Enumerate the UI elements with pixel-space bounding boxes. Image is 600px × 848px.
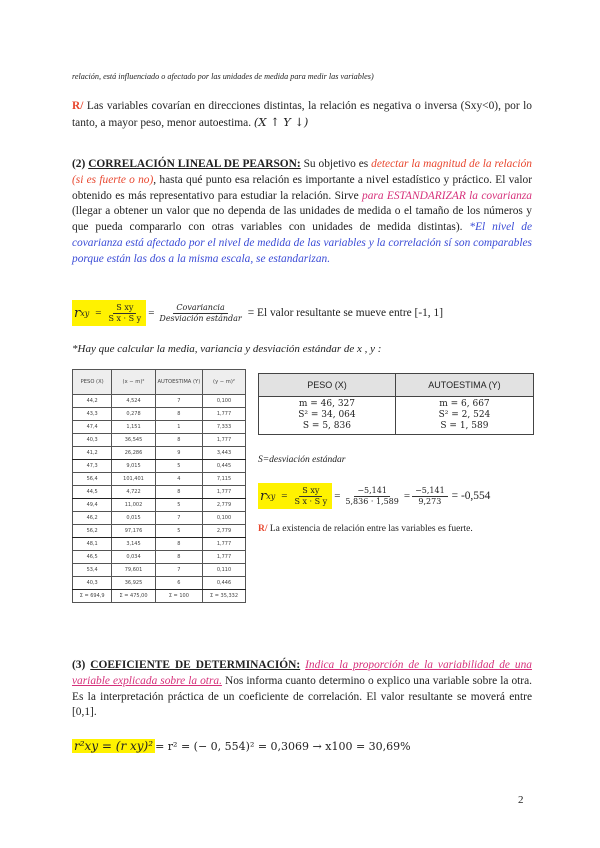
cell: 7,333 bbox=[203, 421, 246, 434]
stat-line: S² = 34, 064 bbox=[298, 410, 356, 420]
cell: 0,100 bbox=[203, 395, 246, 408]
column-header: PESO (X) bbox=[73, 370, 112, 395]
answer-prefix: R/ bbox=[72, 100, 84, 112]
cell: 47,3 bbox=[73, 460, 112, 473]
frac-den: 5,836 · 1,589 bbox=[345, 496, 399, 506]
answer-prefix: R/ bbox=[258, 524, 268, 534]
section-title: COEFICIENTE DE DETERMINACIÓN: bbox=[90, 659, 301, 671]
column-header: PESO (X) bbox=[259, 374, 396, 397]
table-row bbox=[73, 564, 246, 577]
cell: 97,176 bbox=[112, 525, 155, 538]
cell: Σ = 475,00 bbox=[112, 590, 155, 603]
formula-highlight: r²xy = (r xy)² bbox=[74, 739, 154, 753]
text: Su objetivo es bbox=[300, 158, 372, 170]
answer-text: Las variables covarían en direcciones distintas, la relación es negativa o inversa (Sxy<0), por lo tanto, a mayor peso, menor autoestima. bbox=[72, 100, 532, 129]
cell: 0,015 bbox=[112, 512, 155, 525]
text: Nos informa cuanto determino o explico una variable sobre la otra. Es la interpretación práctica de un coeficiente de correlación. El valor resultante se moverá entre [0,1]. bbox=[72, 674, 532, 719]
formula-highlight bbox=[72, 300, 146, 326]
frac-den: Desviación estándar bbox=[159, 313, 242, 323]
cell: 46,5 bbox=[73, 551, 112, 564]
cell: 0,445 bbox=[203, 460, 246, 473]
frac-den: 9,273 bbox=[418, 496, 442, 506]
cell: 6 bbox=[155, 577, 202, 590]
cell: 7 bbox=[155, 512, 202, 525]
column-header: AUTOESTIMA (Y) bbox=[395, 374, 533, 397]
cell: 0,278 bbox=[112, 408, 155, 421]
cell: 56,2 bbox=[73, 525, 112, 538]
cell: 44,2 bbox=[73, 395, 112, 408]
answer-paragraph-2 bbox=[258, 524, 534, 534]
stats-table bbox=[258, 373, 534, 435]
cell: 36,545 bbox=[112, 434, 155, 447]
page-number: 2 bbox=[518, 794, 524, 806]
stat-line: m = 46, 327 bbox=[298, 399, 356, 409]
formula-fraction bbox=[291, 486, 330, 507]
stat-line: S = 1, 589 bbox=[440, 421, 489, 431]
cell: 8 bbox=[155, 434, 202, 447]
table-row bbox=[73, 577, 246, 590]
table-row bbox=[73, 447, 246, 460]
cell: 44,5 bbox=[73, 486, 112, 499]
cell: 79,601 bbox=[112, 564, 155, 577]
determination-formula bbox=[72, 736, 411, 756]
cell: 46,2 bbox=[73, 512, 112, 525]
table-row bbox=[73, 512, 246, 525]
answer-math: (X ↑ Y ↓) bbox=[253, 114, 309, 129]
cell: 43,3 bbox=[73, 408, 112, 421]
table-row bbox=[73, 395, 246, 408]
table-row bbox=[73, 421, 246, 434]
frac-num: −5,141 bbox=[354, 486, 390, 497]
cell: 41,2 bbox=[73, 447, 112, 460]
cell: 8 bbox=[155, 408, 202, 421]
cell: 0,100 bbox=[203, 512, 246, 525]
table-row bbox=[73, 499, 246, 512]
formula-result: = -0,554 bbox=[451, 490, 491, 502]
frac-num: Covariancia bbox=[173, 303, 227, 314]
emphasis: detectar la magnitud de la relación (si es fuerte o no) bbox=[72, 158, 532, 186]
cell: Σ = 35,332 bbox=[203, 590, 246, 603]
cell: 8 bbox=[155, 551, 202, 564]
cell: 1,777 bbox=[203, 434, 246, 447]
cell: 4,524 bbox=[112, 395, 155, 408]
blue-note: *El nivel de covarianza está afectado por el nivel de medida de las variables y la correlación sí son comparables porque están las dos a la misma escala, se estandarizan. bbox=[72, 221, 532, 265]
column-header: (y − m)² bbox=[203, 370, 246, 395]
pearson-formula: r xy = $\frac{\text{S xy}}{\text{S x · S y}}$ = $\frac{\text{Covariancia}}{\text{Desviación estándar}}$ = El valor resultante se mueve entre [-1, 1] bbox=[72, 299, 443, 327]
formula-lhs-sub: xy bbox=[80, 308, 90, 318]
cell: 53,4 bbox=[73, 564, 112, 577]
cell: 36,925 bbox=[112, 577, 155, 590]
cell: 26,286 bbox=[112, 447, 155, 460]
cell: 7 bbox=[155, 395, 202, 408]
cell: 40,3 bbox=[73, 577, 112, 590]
cell: 4,722 bbox=[112, 486, 155, 499]
formula-fraction bbox=[342, 486, 401, 507]
cell: 0,110 bbox=[203, 564, 246, 577]
section-determination bbox=[72, 658, 532, 721]
s-note: S=desviación estándar bbox=[258, 455, 346, 465]
cell: 47,4 bbox=[73, 421, 112, 434]
answer-text: La existencia de relación entre las variables es fuerte. bbox=[267, 524, 473, 534]
cell: 7 bbox=[155, 564, 202, 577]
answer-paragraph-1 bbox=[72, 99, 532, 132]
stat-line: m = 6, 667 bbox=[439, 399, 490, 409]
cell: 48,1 bbox=[73, 538, 112, 551]
cell: 101,401 bbox=[112, 473, 155, 486]
formula-highlight bbox=[258, 483, 332, 509]
cell: 1,777 bbox=[203, 408, 246, 421]
table-row bbox=[73, 408, 246, 421]
cell: 11,002 bbox=[112, 499, 155, 512]
cell: 3,145 bbox=[112, 538, 155, 551]
note-media: *Hay que calcular la media, variancia y desviación estándar de x , y : bbox=[72, 343, 382, 355]
cell: 49,4 bbox=[73, 499, 112, 512]
cell: Σ = 694,9 bbox=[73, 590, 112, 603]
cell: 0,446 bbox=[203, 577, 246, 590]
section-number: (3) bbox=[72, 659, 91, 671]
cell: 9 bbox=[155, 447, 202, 460]
data-table-header bbox=[73, 370, 246, 395]
formula-lhs: r bbox=[260, 488, 267, 504]
table-totals-row bbox=[73, 590, 246, 603]
formula-fraction-words bbox=[156, 303, 244, 324]
table-row bbox=[73, 473, 246, 486]
top-note: relación, está influenciado o afectado por las unidades de medida para medir las variables) bbox=[72, 72, 374, 81]
frac-num: S xy bbox=[299, 486, 322, 497]
frac-num: S xy bbox=[113, 303, 136, 314]
formula-eq: = bbox=[281, 490, 288, 502]
cell: 56,4 bbox=[73, 473, 112, 486]
frac-num: −5,141 bbox=[412, 486, 448, 497]
cell: 2,779 bbox=[203, 499, 246, 512]
stats-x-cell bbox=[259, 397, 396, 435]
cell: 1,777 bbox=[203, 486, 246, 499]
formula-result: = El valor resultante se mueve entre [-1, 1] bbox=[247, 307, 443, 319]
cell: 5 bbox=[155, 460, 202, 473]
section-number: (2) bbox=[72, 158, 89, 170]
stats-values-row bbox=[259, 397, 534, 435]
formula-fraction bbox=[105, 303, 144, 324]
cell: 1,777 bbox=[203, 551, 246, 564]
cell: 3,443 bbox=[203, 447, 246, 460]
pearson-result-formula: r xy = $\frac{\text{S xy}}{\text{S x · S y}}$ = $\frac{-5,141}{5,836 \cdot 1,589}$ = $\frac{-5,141}{9,273}$ = -0,554 bbox=[258, 482, 490, 510]
cell: 9,015 bbox=[112, 460, 155, 473]
table-row bbox=[73, 525, 246, 538]
table-row bbox=[73, 551, 246, 564]
cell: 2,779 bbox=[203, 525, 246, 538]
column-header: (x − m)² bbox=[112, 370, 155, 395]
formula-eq: = bbox=[95, 307, 102, 319]
cell: 5 bbox=[155, 525, 202, 538]
cell: 8 bbox=[155, 486, 202, 499]
cell: 1,777 bbox=[203, 538, 246, 551]
section-correlation bbox=[72, 157, 532, 268]
frac-den: S x · S y bbox=[108, 313, 142, 323]
table-row bbox=[73, 460, 246, 473]
stats-y-cell bbox=[395, 397, 533, 435]
text: , hasta qué punto esa relación es importante a nivel estadístico y práctico. El valor obtenido es más representativo para estudiar la relación. Sirve bbox=[72, 173, 533, 202]
cell: 4 bbox=[155, 473, 202, 486]
formula-lhs: r bbox=[74, 305, 81, 321]
formula-rest: = r² = (− 0, 554)² = 0,3069 → x100 = 30,69% bbox=[155, 739, 411, 753]
cell: Σ = 100 bbox=[155, 590, 202, 603]
column-header: AUTOESTIMA (Y) bbox=[155, 370, 202, 395]
frac-den: S x · S y bbox=[294, 496, 328, 506]
text: (llegar a obtener un valor que no dependa de las unidades de medida o el tamaño de los números y que pueda compararlo con otras variables con unidades de medida distintas). bbox=[72, 205, 532, 234]
stats-header-row bbox=[259, 374, 534, 397]
cell: 1 bbox=[155, 421, 202, 434]
table-row bbox=[73, 486, 246, 499]
cell: 0,034 bbox=[112, 551, 155, 564]
data-table bbox=[72, 369, 246, 603]
table-row bbox=[73, 538, 246, 551]
cell: 5 bbox=[155, 499, 202, 512]
stat-line: S² = 2, 524 bbox=[438, 410, 491, 420]
emphasis: para ESTANDARIZAR la covarianza bbox=[362, 189, 532, 202]
cell: 8 bbox=[155, 538, 202, 551]
cell: 7,115 bbox=[203, 473, 246, 486]
formula-lhs-sub: xy bbox=[266, 491, 276, 501]
cell: 40,3 bbox=[73, 434, 112, 447]
cell: 1,151 bbox=[112, 421, 155, 434]
section-title: CORRELACIÓN LINEAL DE PEARSON: bbox=[88, 158, 301, 170]
formula-fraction bbox=[412, 486, 448, 507]
table-row bbox=[73, 434, 246, 447]
stat-line: S = 5, 836 bbox=[302, 421, 351, 431]
emphasis: Indica la proporción de la variabilidad de una variable explicada sobre la otra. bbox=[72, 659, 532, 687]
